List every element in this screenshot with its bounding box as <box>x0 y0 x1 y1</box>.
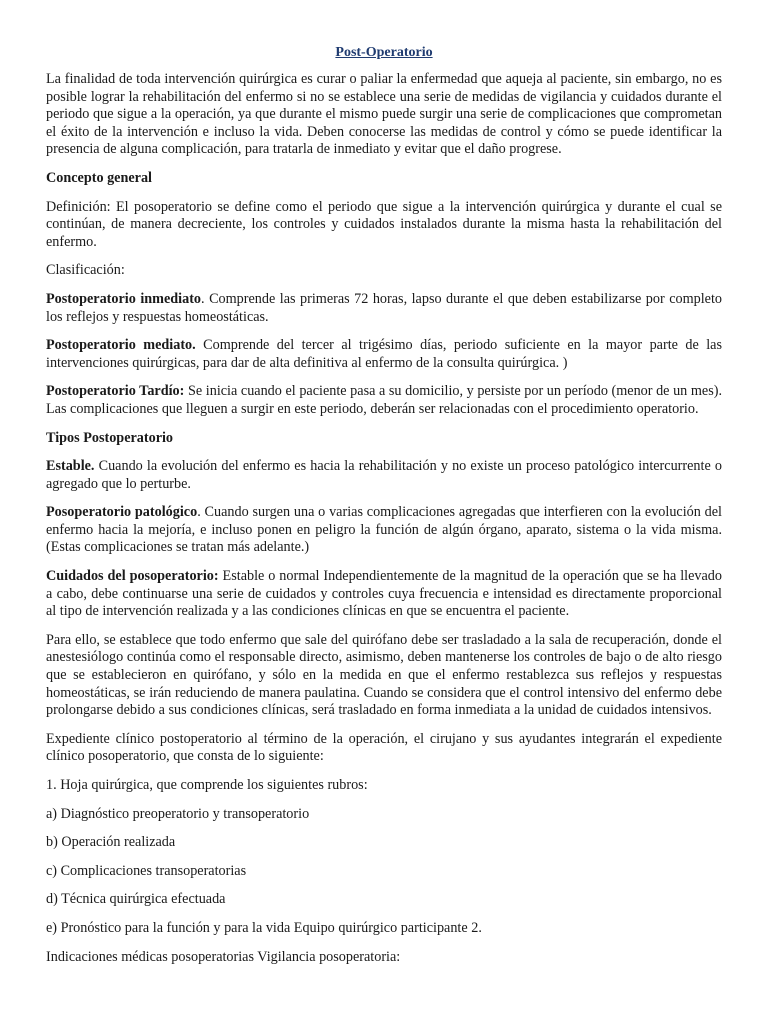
list-item: d) Técnica quirúrgica efectuada <box>46 891 226 908</box>
hoja-quirurgica-item: 1. Hoja quirúrgica, que comprende los siguientes rubros: <box>46 777 368 793</box>
patologico-paragraph <box>46 504 722 557</box>
mediato-label: Postoperatorio mediato. <box>46 337 196 354</box>
mediato-paragraph <box>46 337 722 372</box>
inmediato-paragraph <box>46 291 722 326</box>
cuidados-label: Cuidados del posoperatorio: <box>46 568 219 585</box>
intro-paragraph: La finalidad de toda intervención quirúrgica es curar o paliar la enfermedad que aqueja al paciente, sin embargo, no es posible lograr la rehabilitación del enfermo si no se establece una serie de medidas de vigilancia y cuidados durante el periodo que sigue a la operación, ya que durante el mismo puede surgir una serie de complicaciones que comprometan el éxito de la intervención e incluso la vida. Deben conocerse las medidas de control y cómo se puede identificar la presencia de alguna complicación, para tratarla de inmediato y evitar que el daño progrese. <box>46 71 722 158</box>
list-item: a) Diagnóstico preoperatorio y transoperatorio <box>46 805 310 822</box>
mediato-text: Comprende del tercer al trigésimo días, periodo suficiente en la mayor parte de las intervenciones quirúrgicas, para dar de alta definitiva al enfermo de la consulta quirúrgica. ) <box>46 337 722 371</box>
estable-label: Estable. <box>46 458 95 475</box>
inmediato-label: Postoperatorio inmediato <box>46 290 202 307</box>
para-ello-paragraph: Para ello, se establece que todo enfermo que sale del quirófano debe ser trasladado a la sala de recuperación, donde el anestesiólogo continúa como el responsable directo, asimismo, deben mantenerse los controles de bajo o de alto riesgo que se establecieron en quirófano, y sólo en la medida en que el enfermo restablezca sus reflejos y respuestas homeostáticas, se irán reduciendo de manera paulatina. Cuando se considera que el control intensivo del enfermo debe prolongarse debido a sus condiciones clínicas, será trasladado en forma inmediata a la unidad de cuidados intensivos. <box>46 631 722 719</box>
definicion-paragraph: Definición: El posoperatorio se define como el periodo que sigue a la intervención quirúrgica y durante el cual se continúan, de manera decreciente, los controles y cuidados instalados durante la misma hasta la rehabilitación del enfermo. <box>46 198 722 250</box>
expediente-paragraph: Expediente clínico postoperatorio al término de la operación, el cirujano y sus ayudantes integrarán el expediente clínico posoperatorio, que consta de lo siguiente: <box>46 730 722 765</box>
tardio-paragraph <box>46 383 722 418</box>
tipos-heading: Tipos Postoperatorio <box>46 429 174 446</box>
estable-text: Cuando la evolución del enfermo es hacia la rehabilitación y no existe un proceso patológico intercurrente o agregado que lo perturbe. <box>46 458 722 492</box>
cuidados-text: Estable o normal Independientemente de la magnitud de la operación que se ha llevado a cabo, debe continuarse una serie de cuidados y controles cuya frecuencia e intensidad es directamente proporcional al tipo de intervención realizada y a las condiciones clínicas en que se encuentra el paciente. <box>46 568 722 620</box>
concepto-heading: Concepto general <box>46 169 152 186</box>
document-title: Post-Operatorio <box>335 45 433 60</box>
list-item: c) Complicaciones transoperatorias <box>46 862 247 879</box>
patologico-text: . Cuando surgen una o varias complicaciones agregadas que interfieren con la evolución del enfermo hacia la mejoría, e incluso ponen en peligro la función de algún órgano, aparato, sistema o la vida misma. (Estas complicaciones se tratan más adelante.) <box>46 504 722 556</box>
section-heading-tipos <box>46 430 722 448</box>
cuidados-paragraph <box>46 568 722 621</box>
tardio-label: Postoperatorio Tardío: <box>46 383 185 400</box>
patologico-label: Posoperatorio patológico <box>46 504 198 521</box>
section-heading-concepto <box>46 170 722 188</box>
estable-paragraph <box>46 458 722 493</box>
clasificacion-label: Clasificación: <box>46 262 125 279</box>
list-item: b) Operación realizada <box>46 834 176 851</box>
tardio-text: Se inicia cuando el paciente pasa a su domicilio, y persiste por un período (menor de un mes). Las complicaciones que lleguen a surgir en este periodo, deberán ser relacionadas con el procedimiento operatorio. <box>46 383 723 417</box>
inmediato-text: . Comprende las primeras 72 horas, lapso durante el que deben estabilizarse por completo los reflejos y respuestas homeostáticas. <box>46 290 722 325</box>
indicaciones-paragraph: Indicaciones médicas posoperatorias Vigilancia posoperatoria: <box>46 948 401 965</box>
list-item: e) Pronóstico para la función y para la vida Equipo quirúrgico participante 2. <box>46 919 482 936</box>
